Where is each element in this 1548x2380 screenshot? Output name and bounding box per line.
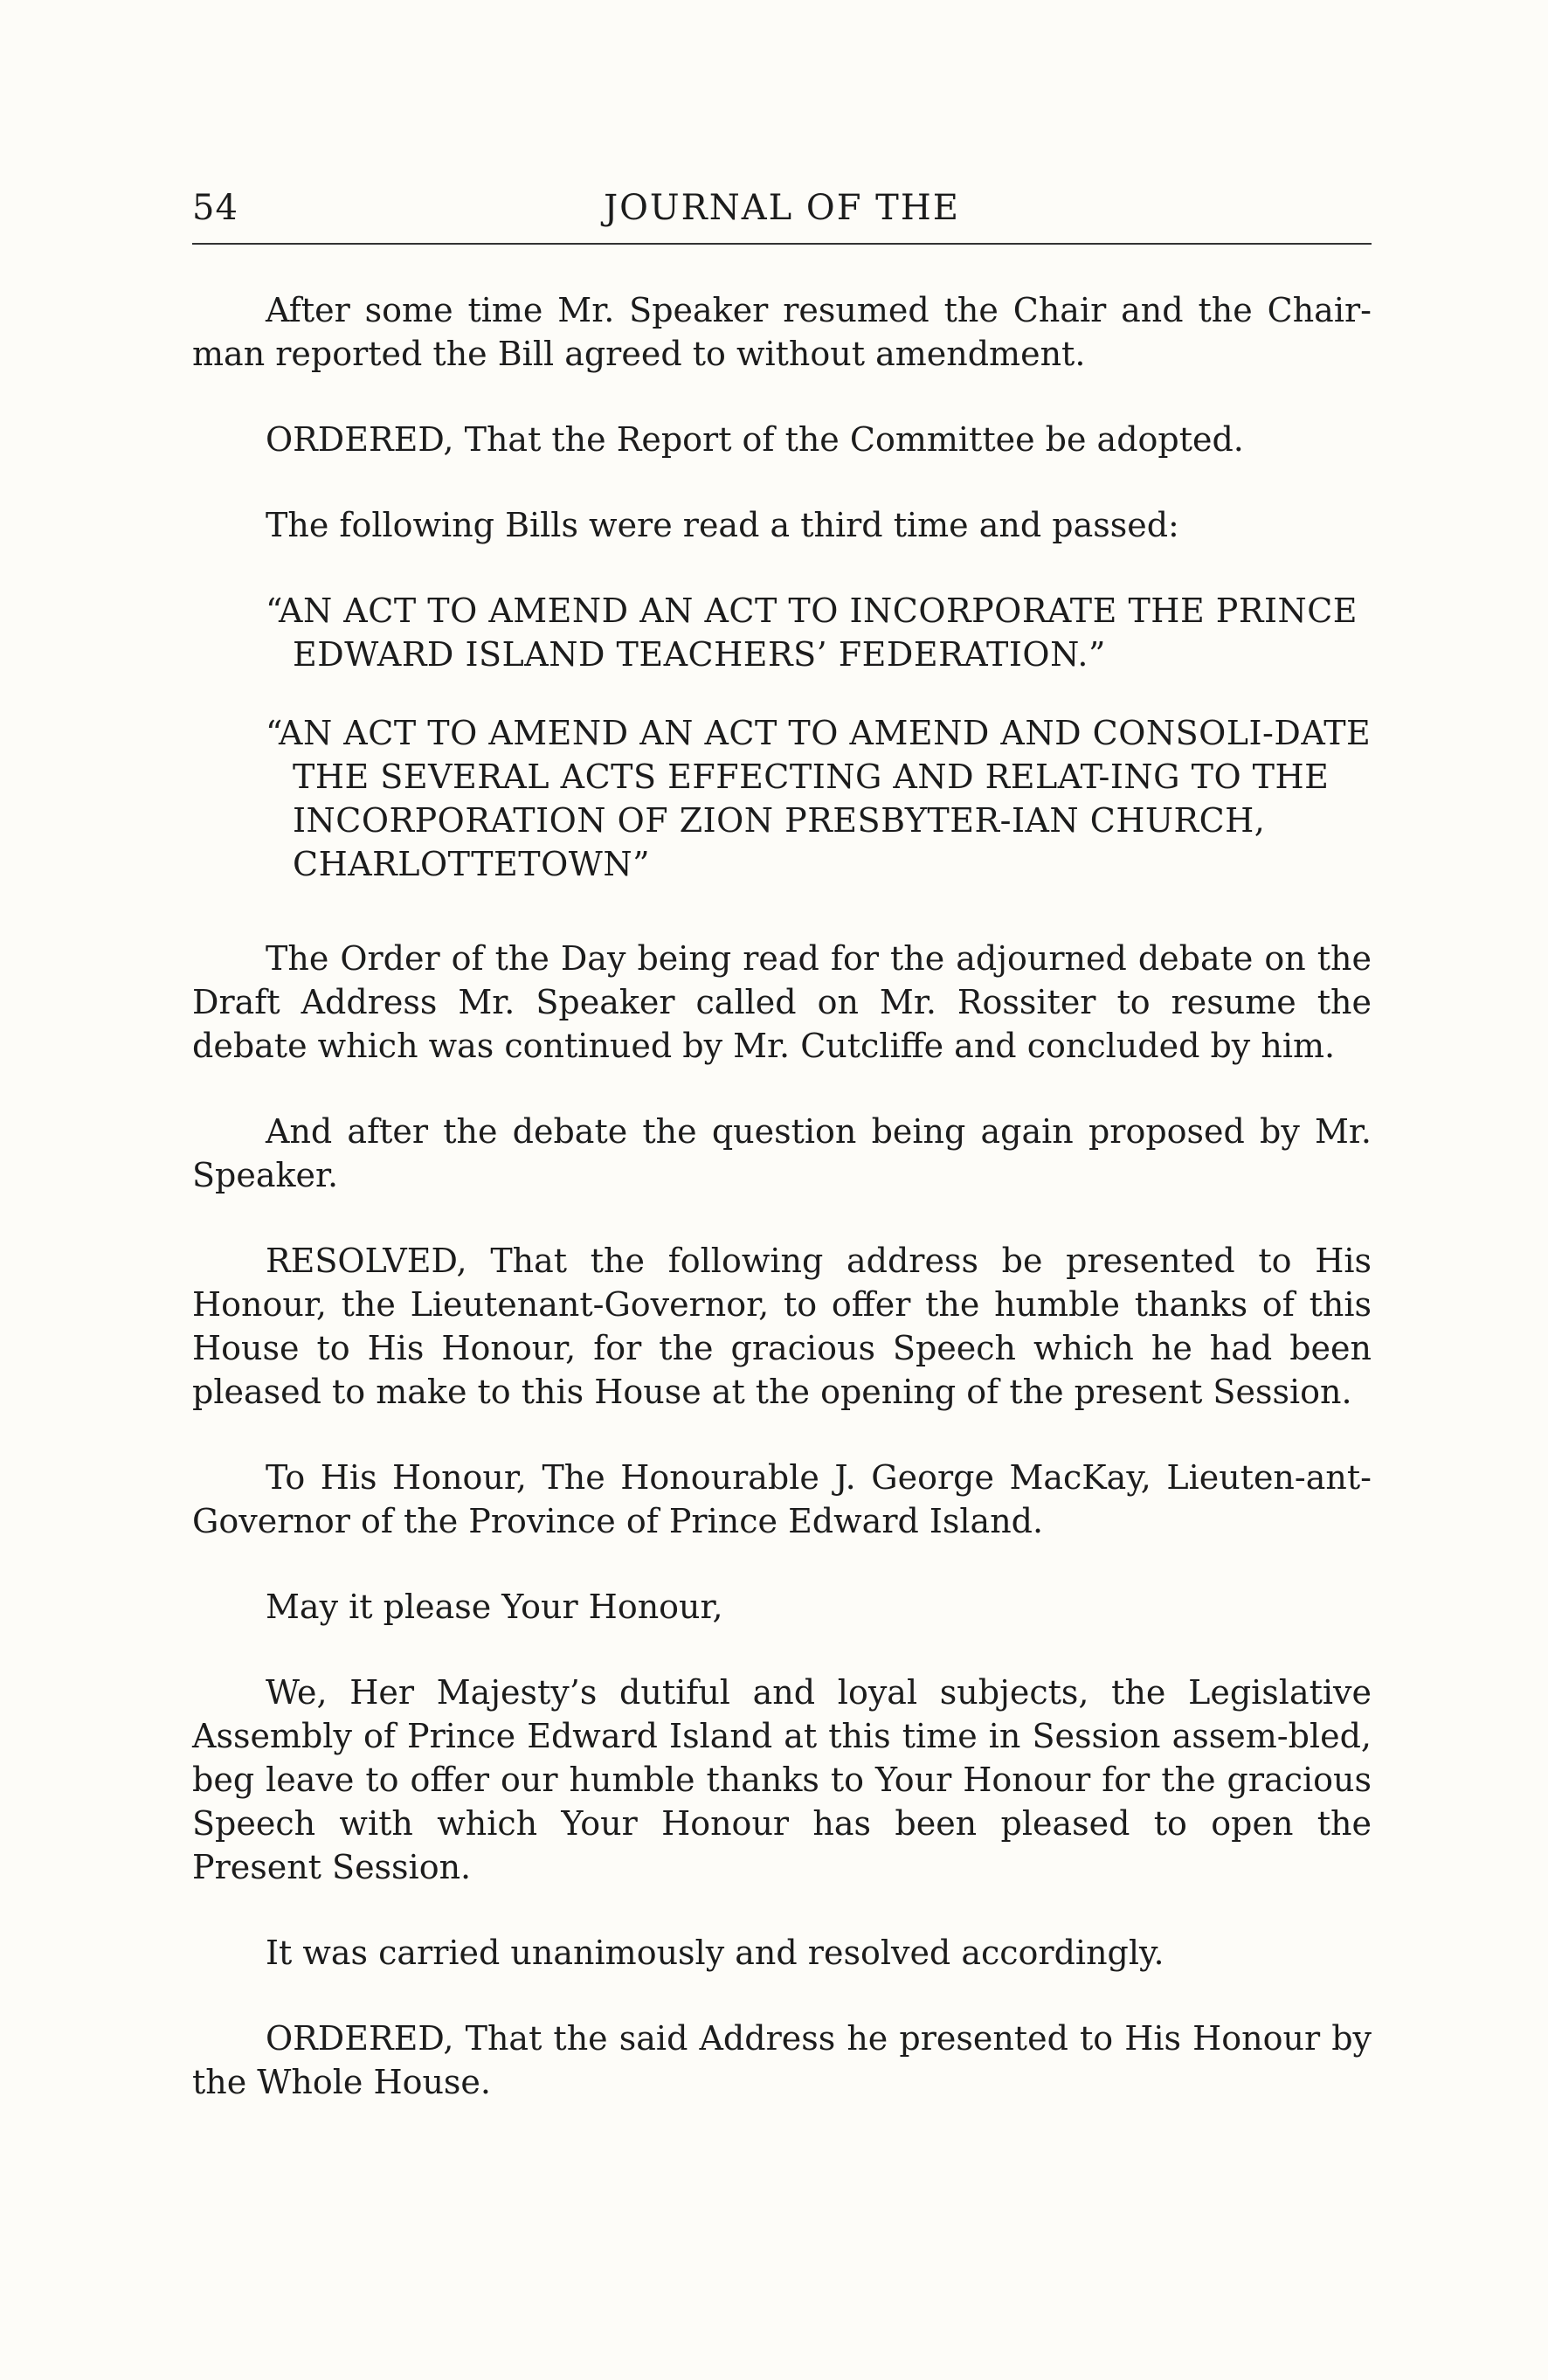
bill-title-zion-presbyterian: “AN ACT TO AMEND AN ACT TO AMEND AND CONSOLI-DATE THE SEVERAL ACTS EFFECTING AND RELAT-ING TO THE INCORPORATION OF ZION PRESBYTER-IAN CHURCH, CHARLOTTETOWN” [266, 714, 1372, 883]
page-header [192, 188, 1372, 240]
paragraph-bills-passed: The following Bills were read a third time and passed: [266, 506, 1179, 544]
page-body [192, 288, 1372, 2146]
page-number: 54 [192, 188, 238, 228]
paragraph-ordered-address: ORDERED, That the said Address he presented to His Honour by the Whole House. [192, 2019, 1372, 2101]
paragraph-carried: It was carried unanimously and resolved accordingly. [266, 1934, 1164, 1972]
running-head: JOURNAL OF THE [604, 188, 960, 228]
header-rule [192, 243, 1372, 245]
paragraph-address-to: To His Honour, The Honourable J. George MacKay, Lieuten-ant-Governor of the Province of Prince Edward Island. [192, 1458, 1372, 1540]
paragraph-address-text: We, Her Majesty’s dutiful and loyal subjects, the Legislative Assembly of Prince Edward Island at this time in Session assem-bled, beg leave to offer our humble thanks to Your Honour for the gracious Speech with which Your Honour has been pleased to open the Present Session. [192, 1673, 1372, 1886]
paragraph-resolved: RESOLVED, That the following address be presented to His Honour, the Lieutenant-Governor, to offer the humble thanks of this House to His Honour, for the gracious Speech which he had been pleased to make to this House at the opening of the present Session. [192, 1242, 1372, 1411]
paragraph-committee-report: After some time Mr. Speaker resumed the Chair and the Chair-man reported the Bill agreed to without amendment. [192, 291, 1372, 373]
paragraph-order-of-day: The Order of the Day being read for the adjourned debate on the Draft Address Mr. Speaker called on Mr. Rossiter to resume the debate which was continued by Mr. Cutcliffe and concluded by him. [192, 939, 1372, 1065]
paragraph-question-proposed: And after the debate the question being again proposed by Mr. Speaker. [192, 1112, 1372, 1194]
paragraph-ordered-report: ORDERED, That the Report of the Committee be adopted. [266, 420, 1244, 459]
bill-title-teachers-federation: “AN ACT TO AMEND AN ACT TO INCORPORATE THE PRINCE EDWARD ISLAND TEACHERS’ FEDERATION.” [266, 592, 1358, 674]
paragraph-may-it-please: May it please Your Honour, [266, 1588, 723, 1626]
